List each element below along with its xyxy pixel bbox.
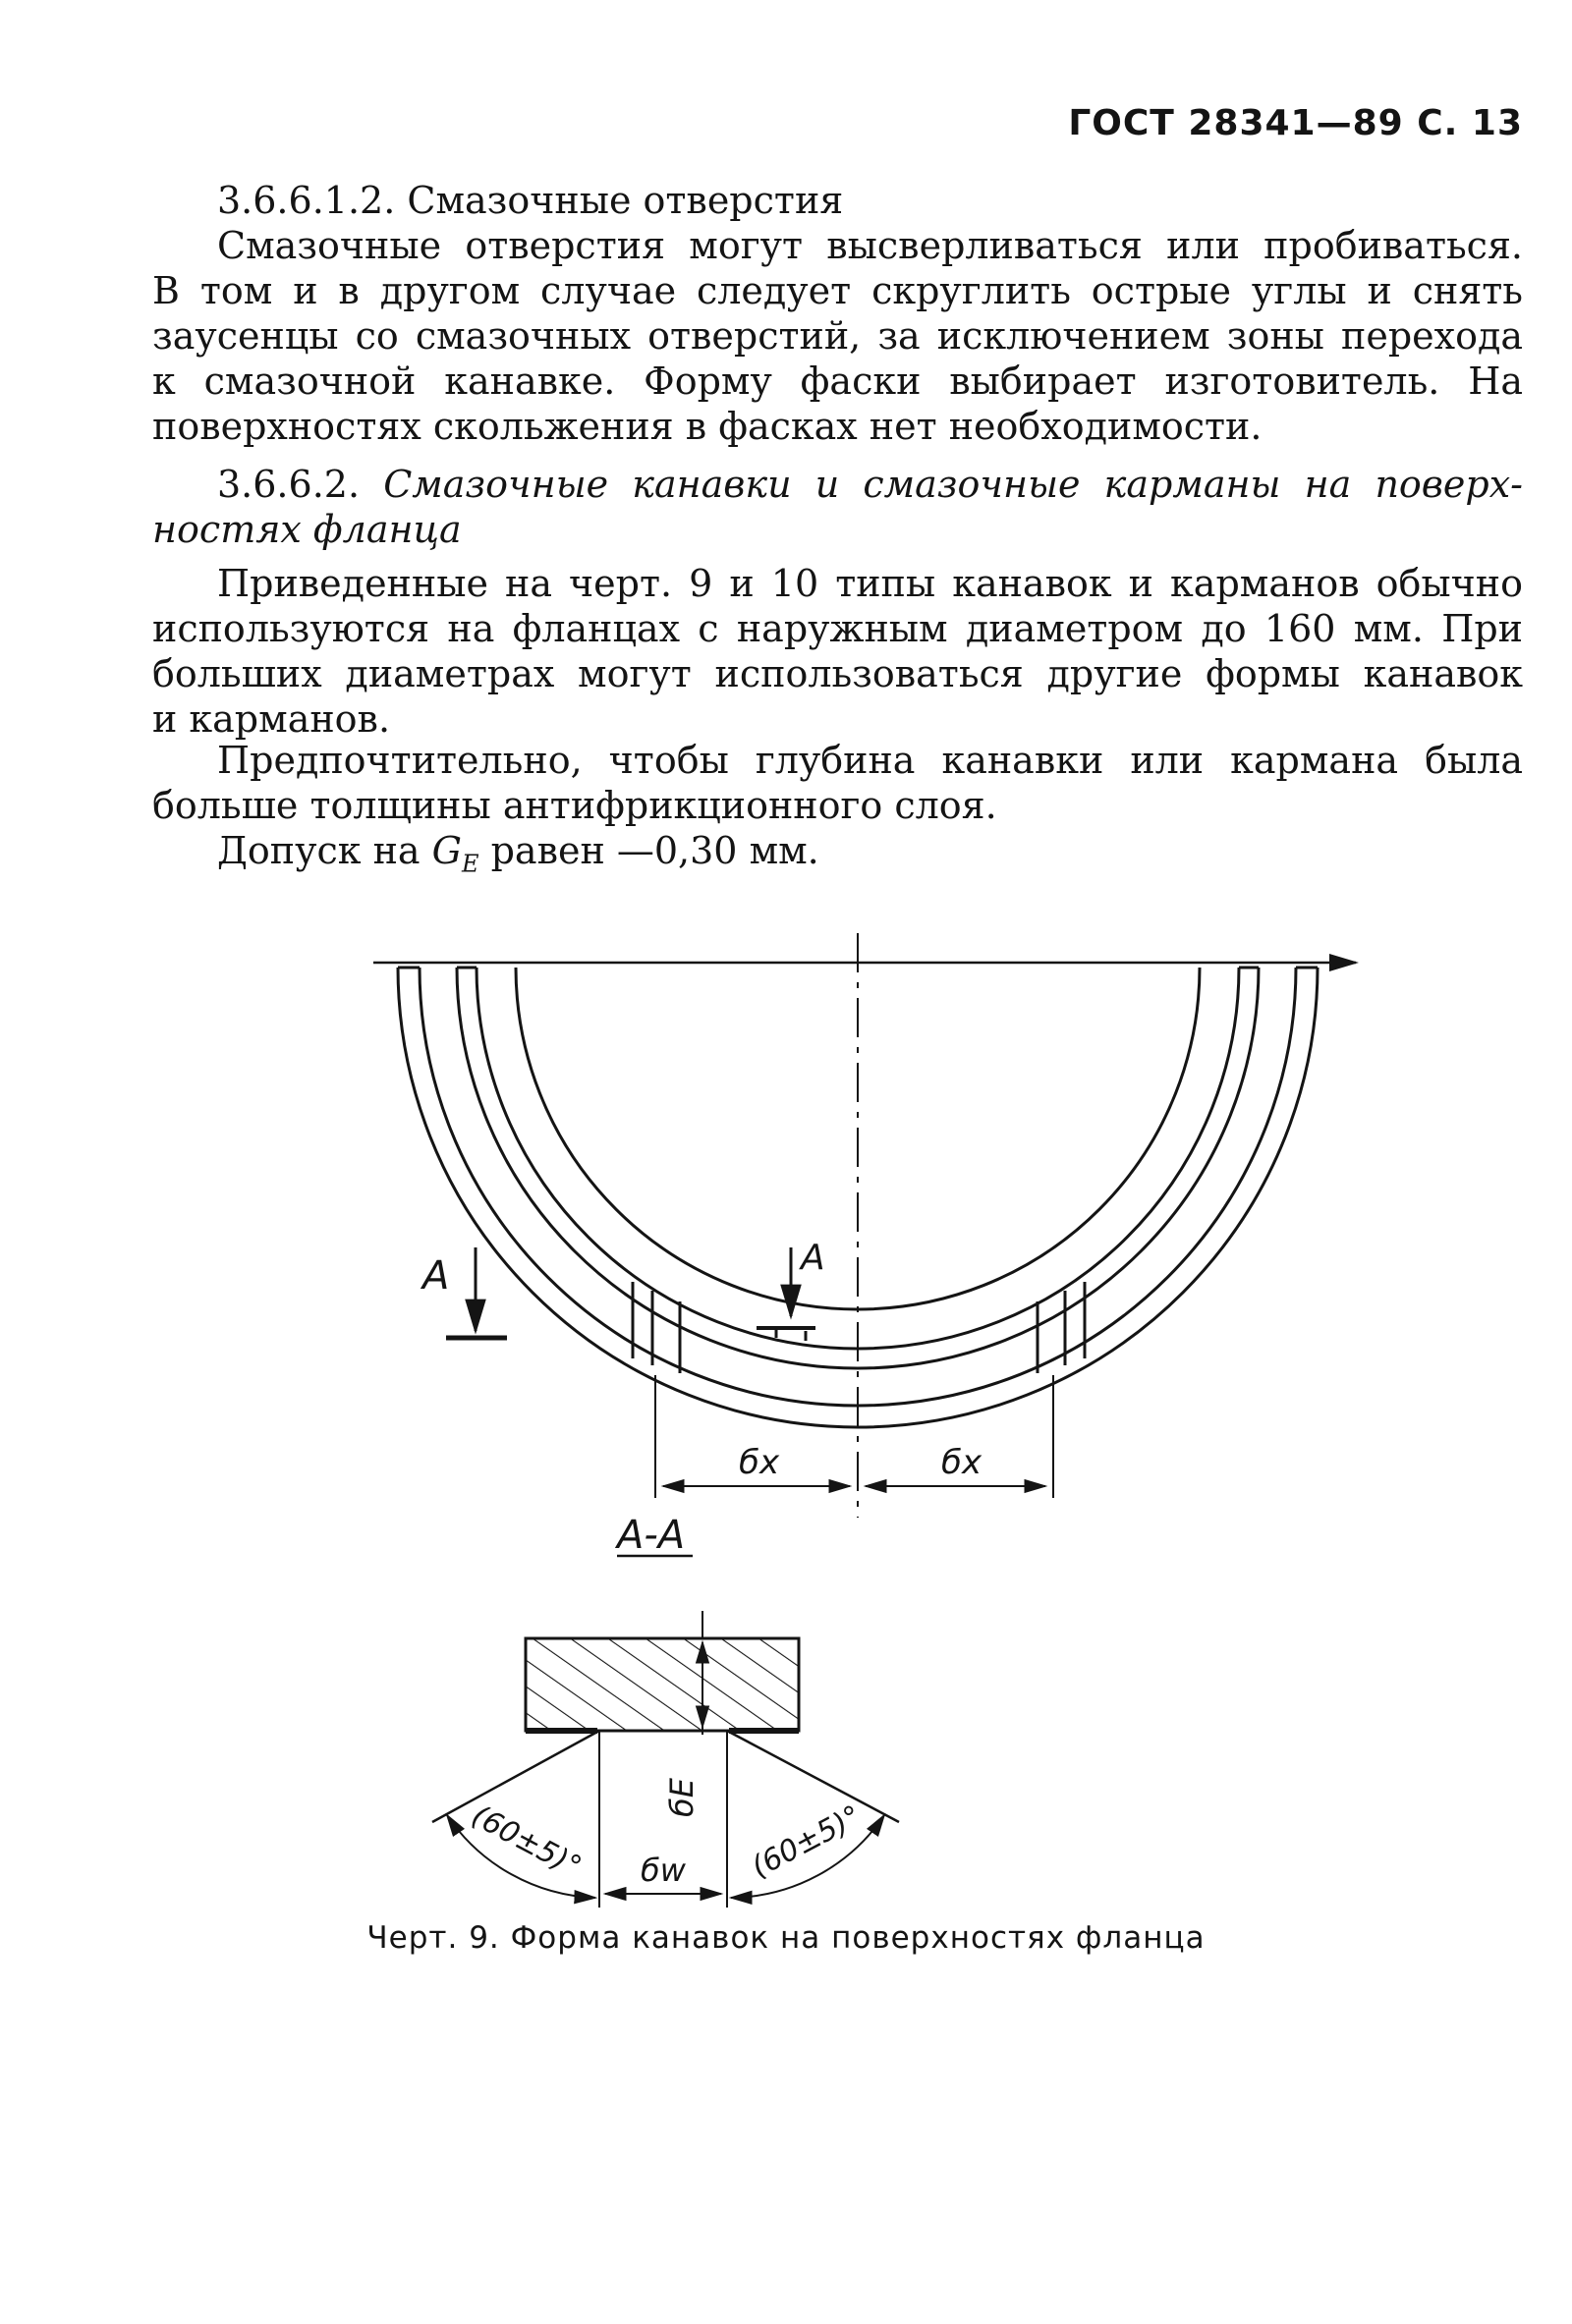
tolerance-subscript: E (462, 850, 479, 878)
paragraph-line: к смазочной канавке. Форму фаски выбирает изготовитель. На (152, 360, 1523, 403)
section-title-continued: ностях фланца (152, 508, 462, 551)
angle-label-left: (60±5)° (466, 1798, 588, 1885)
tolerance-suffix: равен —0,30 мм. (478, 829, 819, 872)
paragraph-line: Предпочтительно, чтобы глубина канавки или кармана была (217, 739, 1523, 782)
paragraph-line: заусенцы со смазочных отверстий, за исключением зоны перехода (152, 314, 1523, 358)
dimension-bw: бw (641, 1852, 686, 1889)
paragraph-line: больших диаметрах могут использоваться другие формы канавок (152, 652, 1523, 695)
page-number: С. 13 (1417, 103, 1523, 143)
paragraph-line: и карманов. (152, 697, 391, 741)
figure-caption: Черт. 9. Форма канавок на поверхностях фланца (366, 1920, 1206, 1956)
right-groove-pocket (1038, 1282, 1085, 1373)
section-marker-left: А (422, 1253, 450, 1299)
paragraph-line: больше толщины антифрикционного слоя. (152, 784, 997, 827)
paragraph-line: Смазочные отверстия могут высверливаться или пробиваться. (217, 224, 1523, 267)
paragraph-line: поверхностях скольжения в фасках нет необходимости. (152, 405, 1263, 448)
paragraph-line: В том и в другом случае следует скруглить острые углы и снять (152, 269, 1523, 312)
tolerance-symbol: G (431, 829, 462, 872)
section-number: 3.6.6.2. (217, 463, 361, 506)
dimension-bx-right: бx (941, 1443, 982, 1482)
section-body (526, 1638, 799, 1731)
dimension-bx-left: бx (739, 1443, 780, 1482)
section-title: Смазочные канавки и смазочные карманы на поверх- (383, 463, 1523, 506)
paragraph-line: Приведенные на черт. 9 и 10 типы канавок и карманов обычно (217, 562, 1523, 605)
section-number: 3.6.6.1.2. (217, 179, 396, 222)
angle-label-right: (60±5)° (746, 1798, 868, 1886)
left-groove-pocket (633, 1282, 680, 1373)
section-title: Смазочные отверстия (407, 179, 844, 222)
section-marker-centre: А (801, 1238, 825, 1278)
paragraph-line: используются на фланцах с наружным диаметром до 160 мм. При (152, 607, 1523, 650)
dimension-ge: бE (663, 1778, 701, 1817)
standard-number: ГОСТ 28341—89 (1068, 103, 1404, 143)
section-view-label: А-А (617, 1513, 686, 1558)
tolerance-prefix: Допуск на (217, 829, 432, 872)
